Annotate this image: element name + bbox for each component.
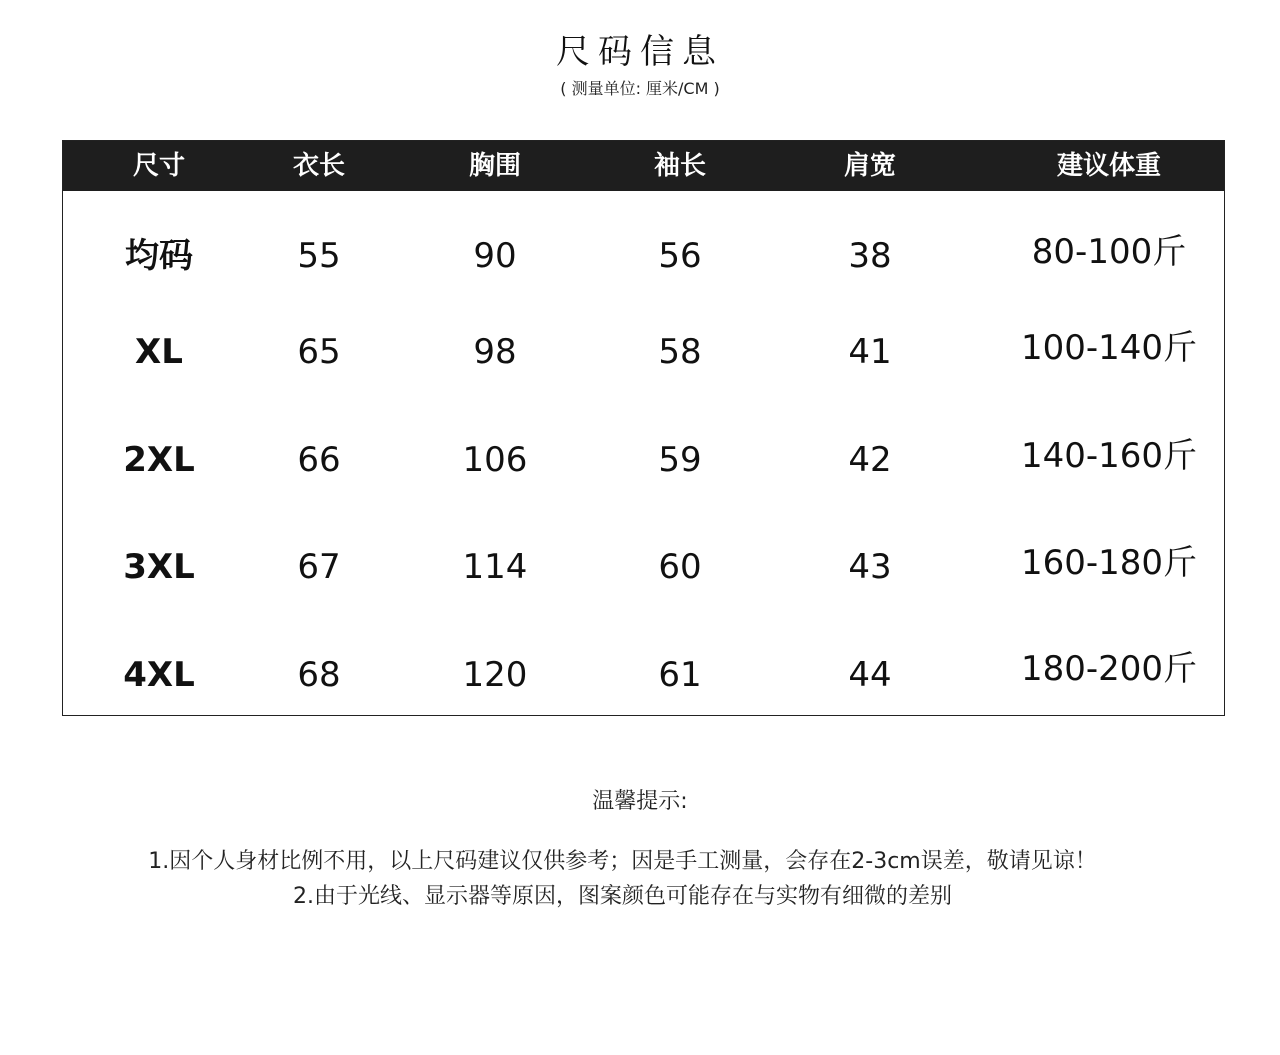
page-title: 尺码信息 — [556, 32, 724, 72]
header-shoulder: 肩宽 — [843, 151, 897, 181]
shoulder-cell: 44 — [848, 655, 892, 695]
sleeve-cell: 58 — [658, 332, 702, 372]
size-table — [62, 140, 1225, 716]
weight-cell: 160-180斤 — [1020, 543, 1198, 583]
size-cell: XL — [135, 332, 183, 372]
tip-line-1: 1.因个人身材比例不用，以上尺码建议仅供参考；因是手工测量，会存在2-3cm误差，敬请见谅！ — [148, 849, 1097, 874]
tips-title: 温馨提示: — [592, 789, 688, 814]
measurement-unit-note: ( 测量单位: 厘米/CM ) — [560, 79, 720, 98]
chest-cell: 98 — [473, 332, 517, 372]
table-row — [63, 232, 1224, 276]
header-chest: 胸围 — [468, 151, 522, 181]
chest-cell: 114 — [462, 547, 528, 587]
size-cell: 4XL — [123, 655, 195, 695]
header-size: 尺寸 — [132, 151, 186, 181]
shoulder-cell: 42 — [848, 440, 892, 480]
table-row — [63, 649, 1224, 695]
shoulder-cell: 41 — [848, 332, 892, 372]
weight-cell: 100-140斤 — [1020, 328, 1198, 368]
table-row — [63, 436, 1224, 480]
header-length: 衣长 — [292, 151, 346, 181]
chest-cell: 90 — [473, 236, 517, 276]
sleeve-cell: 56 — [658, 236, 702, 276]
size-cell: 3XL — [123, 547, 195, 587]
chest-cell: 106 — [462, 440, 528, 480]
length-cell: 55 — [297, 236, 341, 276]
length-cell: 67 — [297, 547, 341, 587]
weight-cell: 80-100斤 — [1031, 232, 1187, 272]
length-cell: 65 — [297, 332, 341, 372]
size-table-header — [63, 141, 1224, 191]
weight-cell: 140-160斤 — [1020, 436, 1198, 476]
header-weight: 建议体重 — [1056, 151, 1162, 181]
table-row — [63, 543, 1224, 587]
weight-cell: 180-200斤 — [1020, 649, 1198, 689]
sleeve-cell: 61 — [658, 655, 702, 695]
shoulder-cell: 38 — [848, 236, 892, 276]
sleeve-cell: 59 — [658, 440, 702, 480]
size-cell: 2XL — [123, 440, 195, 480]
size-cell: 均码 — [125, 236, 193, 276]
header-sleeve: 袖长 — [653, 151, 707, 181]
tip-line-2: 2.由于光线、显示器等原因，图案颜色可能存在与实物有细微的差别 — [293, 884, 952, 909]
length-cell: 68 — [297, 655, 341, 695]
chest-cell: 120 — [462, 655, 528, 695]
length-cell: 66 — [297, 440, 341, 480]
shoulder-cell: 43 — [848, 547, 892, 587]
table-row — [63, 328, 1224, 372]
sleeve-cell: 60 — [658, 547, 702, 587]
